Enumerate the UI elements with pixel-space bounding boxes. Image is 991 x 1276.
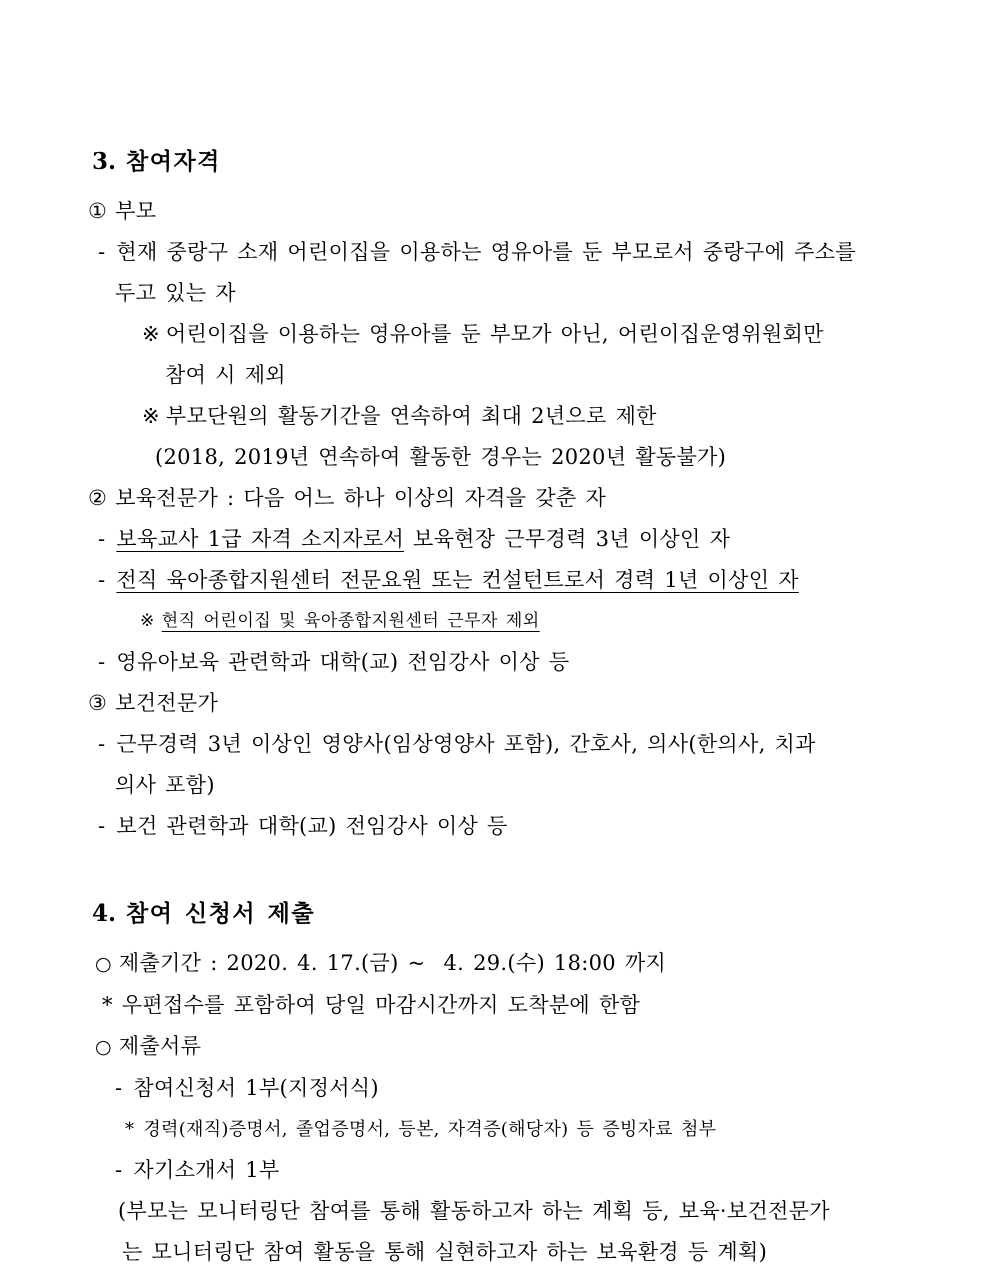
line-text: 보건전문가	[115, 691, 219, 715]
reference-mark: ※	[142, 322, 160, 346]
doc-line	[88, 396, 951, 437]
doc-line	[88, 314, 951, 355]
line-text: 제출서류	[118, 1034, 202, 1058]
asterisk-marker: *	[102, 993, 113, 1017]
doc-line	[88, 1150, 951, 1191]
line-text: 경력(재직)증명서, 졸업증명서, 등본, 자격증(해당자) 등 증빙자료 첨부	[143, 1119, 717, 1140]
dash-marker: -	[98, 650, 106, 674]
dash-marker: -	[98, 732, 106, 756]
doc-line	[88, 232, 951, 273]
dash-marker: -	[98, 240, 106, 264]
doc-line	[88, 765, 951, 806]
section-4-heading	[88, 891, 951, 937]
doc-line	[88, 806, 951, 847]
dash-marker: -	[98, 814, 106, 838]
line-text: 참여 시 제외	[165, 363, 286, 387]
doc-line	[88, 1232, 951, 1273]
line-text: 는 모니터링단 참여 활동을 통해 실현하고자 하는 보육환경 등 계획)	[122, 1240, 768, 1264]
line-text: 근무경력 3년 이상인 영양사(임상영양사 포함), 간호사, 의사(한의사, 치과	[116, 732, 816, 756]
section-4-title: 참여 신청서 제출	[126, 900, 316, 927]
doc-line	[88, 683, 951, 724]
circle-bullet: ○	[95, 953, 112, 975]
line-text: 우편접수를 포함하여 당일 마감시간까지 도착분에 한함	[121, 993, 641, 1017]
circled-number-marker: ②	[88, 486, 108, 510]
asterisk-marker: *	[125, 1119, 135, 1140]
dash-marker: -	[98, 527, 106, 551]
line-text: 자기소개서 1부	[133, 1158, 280, 1182]
line-text: 보건 관련학과 대학(교) 전임강사 이상 등	[116, 814, 508, 838]
line-text: 현재 중랑구 소재 어린이집을 이용하는 영유아를 둔 부모로서 중랑구에 주소를	[116, 240, 856, 264]
doc-line	[88, 191, 951, 232]
line-text: 보육전문가 : 다음 어느 하나 이상의 자격을 갖춘 자	[115, 486, 607, 510]
line-text: 부모	[115, 199, 157, 223]
line-text: (부모는 모니터링단 참여를 통해 활동하고자 하는 계획 등, 보육·보건전문가	[118, 1199, 830, 1223]
dash-marker: -	[115, 1158, 123, 1182]
doc-line	[88, 1026, 951, 1068]
doc-line	[88, 1109, 951, 1150]
reference-mark: ※	[142, 404, 160, 428]
line-text: 두고 있는 자	[115, 281, 236, 305]
doc-line	[88, 1068, 951, 1109]
section-3-number: 3.	[92, 148, 117, 175]
line-text: 의사 포함)	[115, 773, 215, 797]
section-3-title: 참여자격	[126, 148, 221, 175]
doc-line	[88, 724, 951, 765]
doc-line	[88, 943, 951, 985]
doc-line	[88, 273, 951, 314]
circled-number-marker: ①	[88, 199, 108, 223]
doc-line	[88, 601, 951, 642]
line-text: 부모단원의 활동기간을 연속하여 최대 2년으로 제한	[165, 404, 657, 428]
doc-line	[88, 560, 951, 601]
circle-bullet: ○	[95, 1036, 112, 1058]
doc-line	[88, 642, 951, 683]
doc-line	[88, 437, 951, 478]
line-text: 어린이집을 이용하는 영유아를 둔 부모가 아닌, 어린이집운영위원회만	[165, 322, 824, 346]
doc-line	[88, 985, 951, 1026]
dash-marker: -	[98, 568, 106, 592]
doc-line	[88, 355, 951, 396]
doc-line	[88, 1191, 951, 1232]
line-text-underlined: 보육교사 1급 자격 소지자로서	[116, 527, 405, 551]
circled-number-marker: ③	[88, 691, 108, 715]
section-4-number: 4.	[92, 900, 117, 927]
line-text: 제출기간 : 2020. 4. 17.(금) ~ 4. 29.(수) 18:00 까지	[118, 951, 667, 975]
section-3-heading	[88, 139, 951, 185]
line-text: (2018, 2019년 연속하여 활동한 경우는 2020년 활동불가)	[155, 445, 727, 469]
line-text-underlined: 현직 어린이집 및 육아종합지원센터 근무자 제외	[161, 611, 540, 631]
line-text: 영유아보육 관련학과 대학(교) 전임강사 이상 등	[116, 650, 570, 674]
line-text: 참여신청서 1부(지정서식)	[133, 1076, 379, 1100]
doc-line	[88, 519, 951, 560]
doc-line	[88, 478, 951, 519]
dash-marker: -	[115, 1076, 123, 1100]
line-text: 보육현장 근무경력 3년 이상인 자	[404, 527, 731, 551]
line-text-underlined: 전직 육아종합지원센터 전문요원 또는 컨설턴트로서 경력 1년 이상인 자	[116, 568, 799, 592]
reference-mark: ※	[140, 611, 155, 631]
